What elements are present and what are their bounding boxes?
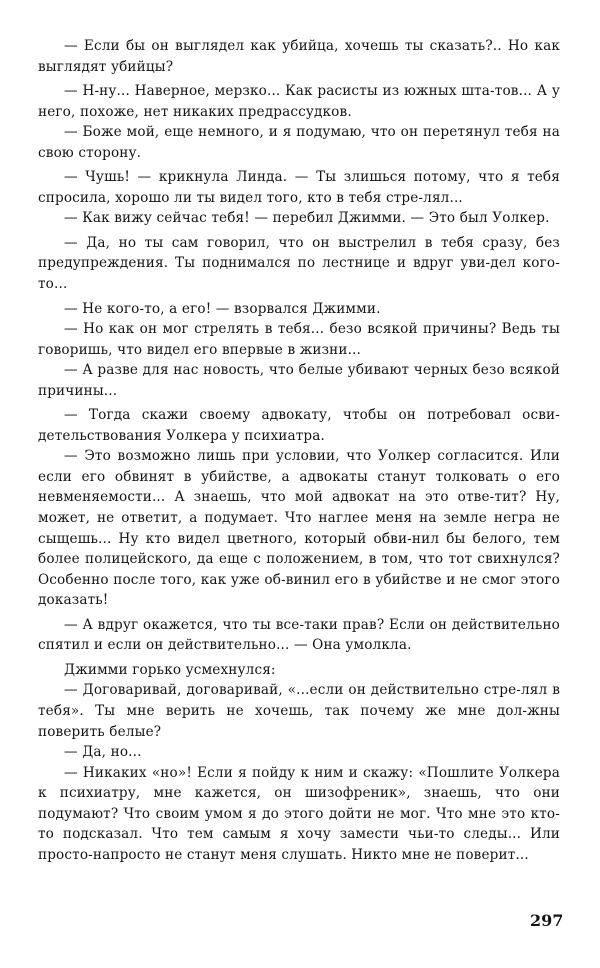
paragraph: — Да, но... xyxy=(64,744,142,761)
body-text xyxy=(38,36,560,865)
paragraph: — А разве для нас новость, что белые убивают черных безо всякой причины... xyxy=(38,362,560,399)
paragraph: — Да, но ты сам говорил, что он выстрелил в тебя сразу, без предупреждения. Ты поднимался по лестнице и вдруг уви-дел кого-то... xyxy=(38,234,560,293)
page-number: 297 xyxy=(530,911,564,930)
paragraph: — Не кого-то, а его! — взорвался Джимми. xyxy=(64,300,381,317)
paragraph: — Боже мой, еще немного, и я подумаю, что он перетянул тебя на свою сторону. xyxy=(38,124,560,161)
paragraph: — Договаривай, договаривай, «...если он действительно стре-лял в тебя». Ты мне верить не хочешь, так почему же мне дол-жны поверить белые? xyxy=(38,682,560,740)
paragraph: — Н-ну... Наверное, мерзко... Как расисты из южных шта-тов... А у него, похоже, нет никаких предрассудков. xyxy=(38,83,560,120)
paragraph: — Никаких «но»! Если я пойду к ним и скажу: «Пошлите Уолкера к психиатру, мне кажется, он шизофреник», знаешь, что они подумают? Что своим умом я до этого дойти не мог. Что мне это кто-то подсказал. Что тем самым я хочу замести чьи-то следы... Или просто-напросто не станут меня слушать. Никто мне не поверит... xyxy=(38,764,560,863)
paragraph: — Но как он мог стрелять в тебя... безо всякой причины? Ведь ты говоришь, что видел его впервые в жизни... xyxy=(38,321,560,358)
paragraph: — Чушь! — крикнула Линда. — Ты злишься потому, что я тебя спросила, хорошо ли ты видел того, кто в тебя стре-лял... xyxy=(38,169,560,206)
paragraph: — А вдруг окажется, что ты все-таки прав? Если он действительно спятил и если он действительно... — Она умолкла. xyxy=(38,616,560,654)
paragraph: — Как вижу сейчас тебя! — перебил Джимми. — Это был Уолкер. xyxy=(64,210,550,227)
paragraph: Джимми горько усмехнулся: xyxy=(64,661,276,678)
paragraph: — Это возможно лишь при условии, что Уолкер согласится. Или если его обвинят в убийстве, а адвокаты станут толковать о его невменяемости... А знаешь, что мой адвокат на это отве-тит? Ну, может, не ответит, а подумает. Что наглее меня на земле негра не сыщешь... Ну кто видел цветного, который обви-нил бы белого, тем более полицейского, да еще с положением, в том, что тот свихнулся? Особенно после того, как уже об-винил его в убийстве и не смог этого доказать! xyxy=(38,448,560,609)
paragraph: — Если бы он выглядел как убийца, хочешь ты сказать?.. Но как выглядят убийцы? xyxy=(38,38,560,75)
paragraph: — Тогда скажи своему адвокату, чтобы он потребовал осви-детельствования Уолкера у психиатра. xyxy=(38,407,560,444)
